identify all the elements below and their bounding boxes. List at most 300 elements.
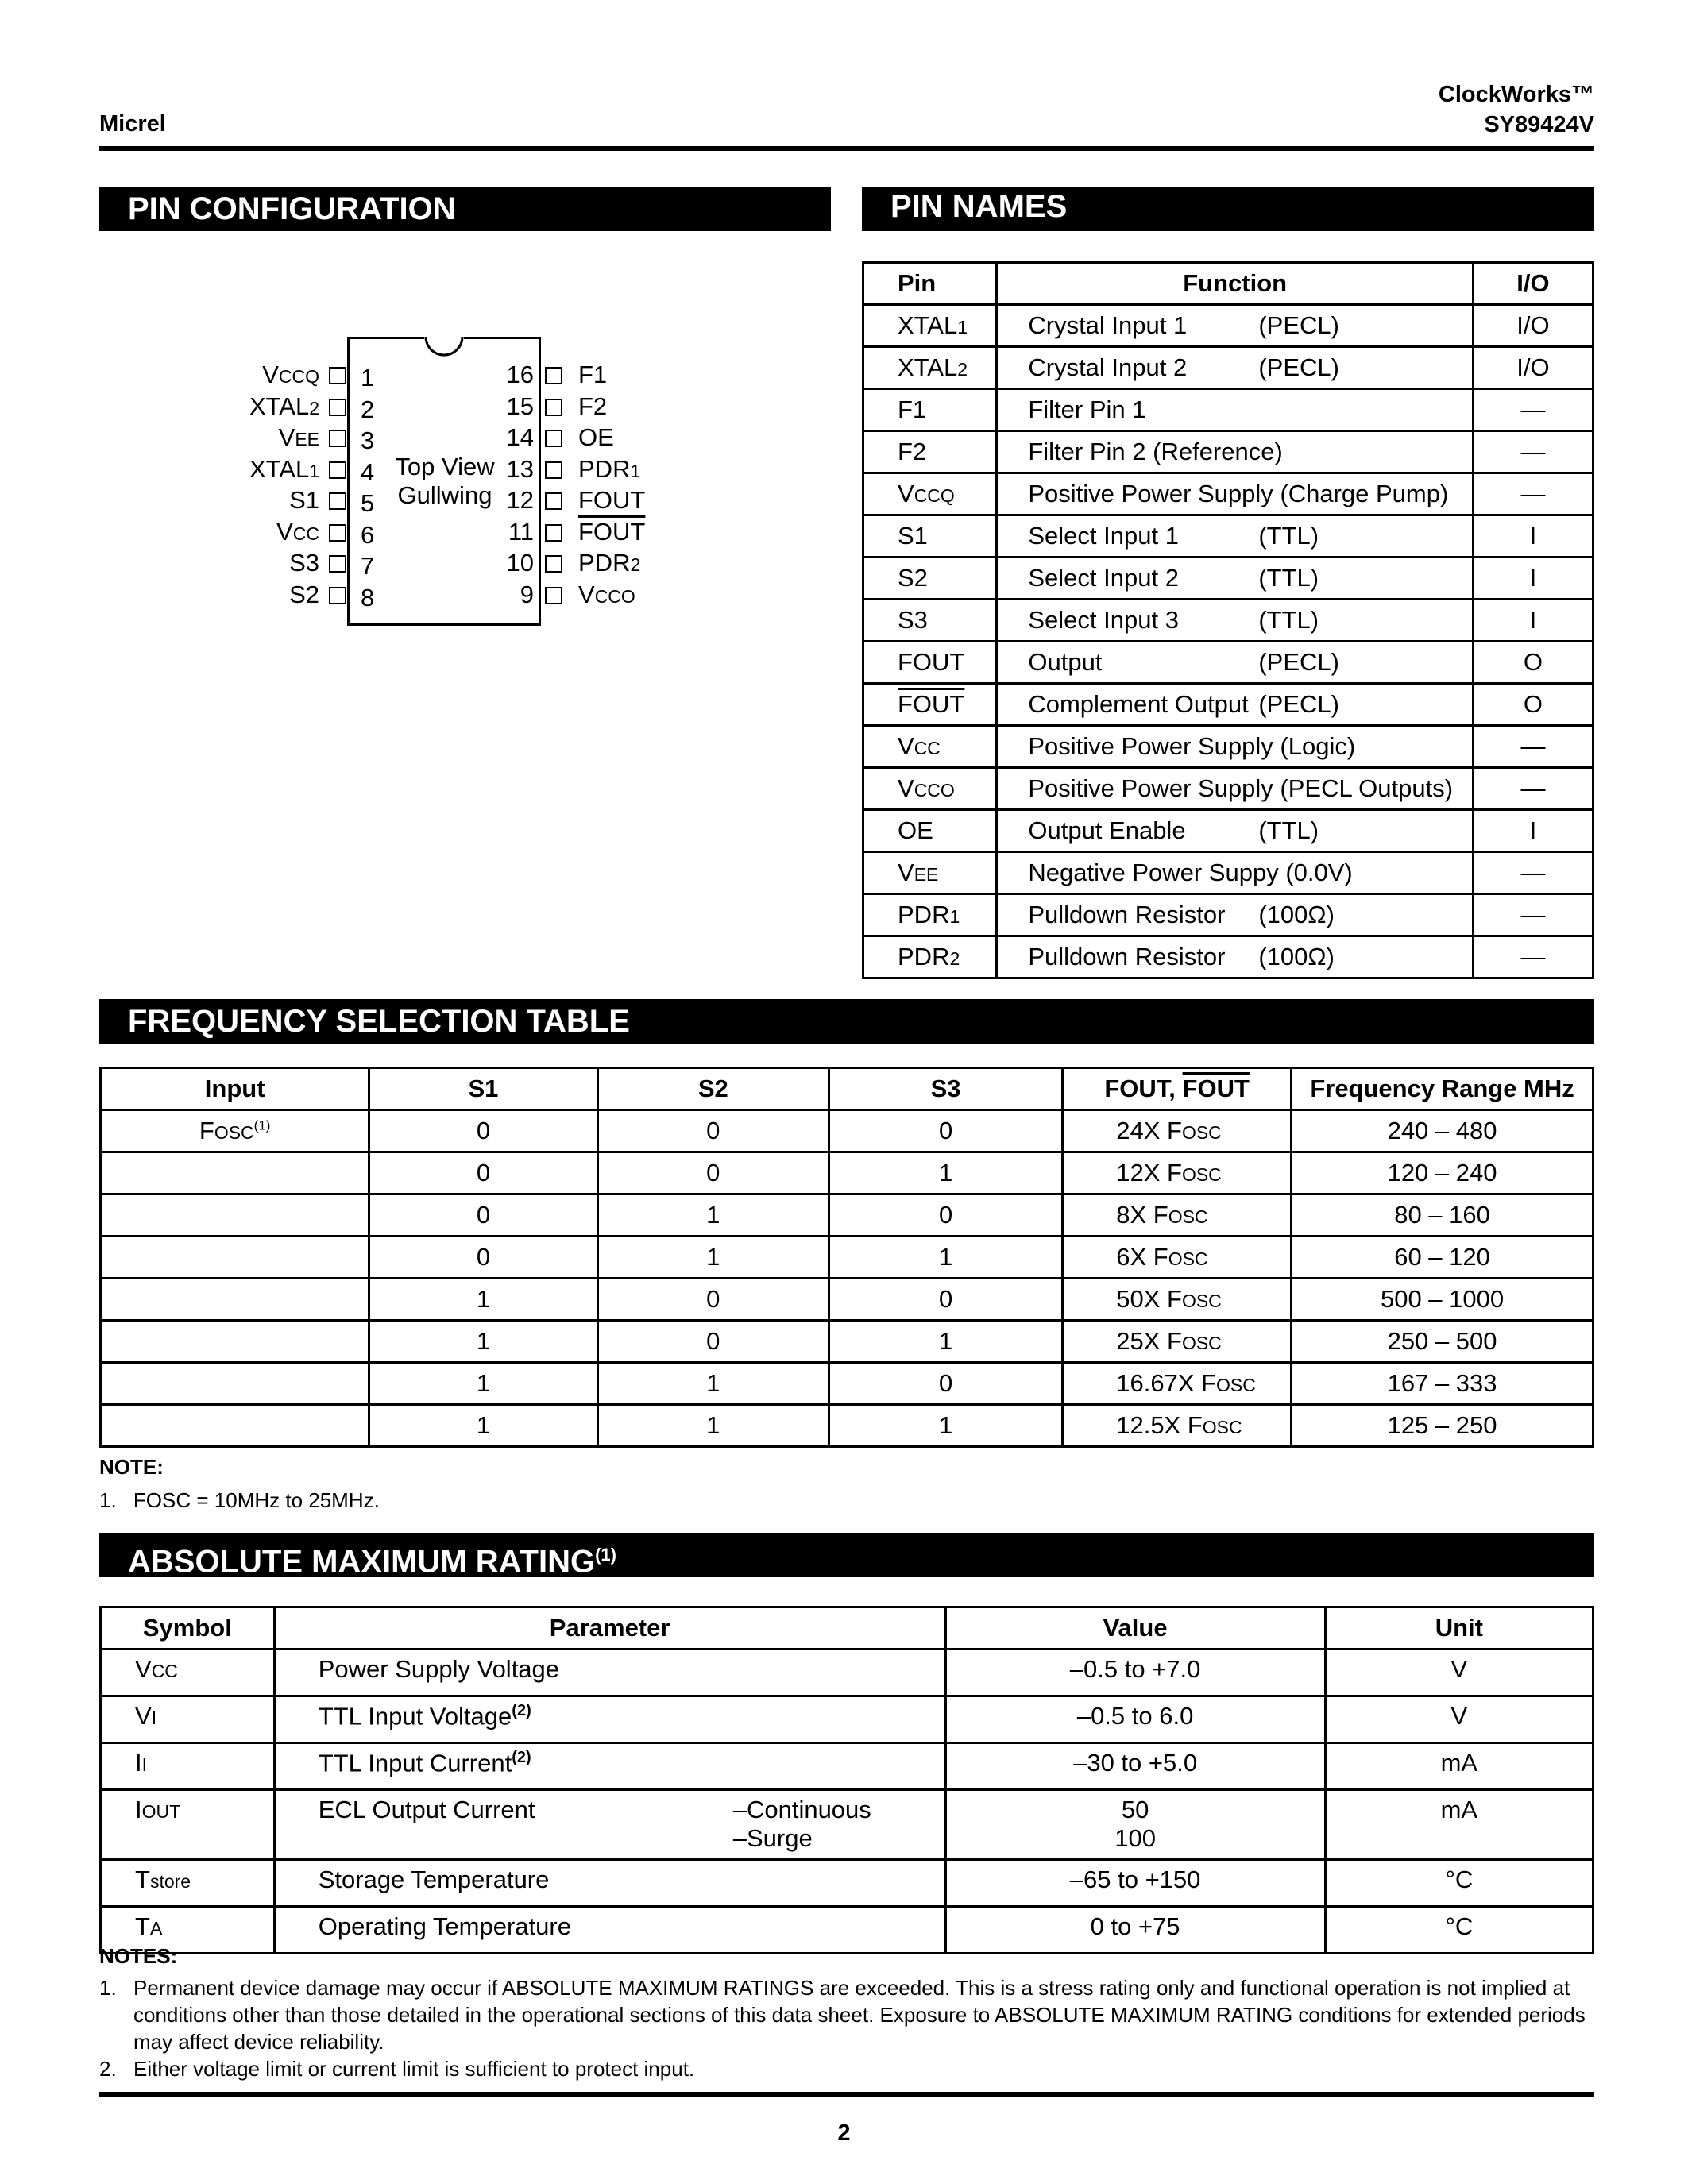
pin-number-right: 12 xyxy=(506,486,534,514)
function-text: Complement Output xyxy=(1028,690,1249,718)
pin-pad xyxy=(545,524,562,542)
pin-pad xyxy=(329,461,346,479)
parameter-cell xyxy=(274,1790,945,1860)
pin-name-right xyxy=(578,453,640,487)
pin-number-right: 9 xyxy=(520,580,534,608)
pin-name-left xyxy=(276,516,319,550)
function-text: Select Input 3 xyxy=(1028,606,1179,634)
function-text: Pulldown Resistor xyxy=(1028,901,1226,928)
pin-cell xyxy=(863,305,997,347)
parameter-cell xyxy=(274,1743,945,1790)
function-cell xyxy=(997,768,1474,810)
s1-cell: 0 xyxy=(369,1237,597,1279)
symbol-main: I xyxy=(135,1749,142,1777)
pin-pad xyxy=(545,367,562,384)
symbol-cell xyxy=(101,1790,275,1860)
io-cell: O xyxy=(1473,642,1593,684)
pin-table-row xyxy=(863,810,1593,852)
value-cell xyxy=(945,1907,1325,1954)
company-name: Micrel xyxy=(99,111,166,137)
io-cell: I xyxy=(1473,515,1593,558)
pin-table-row xyxy=(863,515,1593,558)
function-cell xyxy=(997,515,1474,558)
pin-cell-sub: CCO xyxy=(914,780,955,801)
pin-pad xyxy=(329,492,346,510)
symbol-cell xyxy=(101,1743,275,1790)
function-text: Select Input 2 xyxy=(1028,564,1179,592)
io-cell: I xyxy=(1473,558,1593,600)
s3-cell: 1 xyxy=(829,1152,1062,1194)
value-text: –0.5 to +7.0 xyxy=(1069,1655,1201,1683)
function-text: Crystal Input 2 xyxy=(1028,353,1188,381)
pin-name-sub: CC xyxy=(292,523,319,544)
pin-cell-main: V xyxy=(898,859,914,886)
unit-cell: V xyxy=(1325,1650,1593,1696)
io-col-header: I/O xyxy=(1473,263,1593,305)
parameter-text: Storage Temperature xyxy=(318,1866,550,1893)
pin-name-main: FOUT xyxy=(578,517,646,546)
absolute-max-sup: (1) xyxy=(595,1545,616,1565)
multiplier-cell xyxy=(1063,1363,1292,1405)
function-cell xyxy=(997,726,1474,768)
pin-name-left xyxy=(289,579,319,612)
input-cell xyxy=(101,1110,369,1152)
pin-cell xyxy=(863,515,997,558)
pin-name-left xyxy=(262,359,319,392)
s2-cell: 0 xyxy=(597,1110,829,1152)
value-text: –30 to +5.0 xyxy=(1073,1749,1198,1777)
io-cell: O xyxy=(1473,684,1593,726)
product-line: ClockWorks™ xyxy=(1438,82,1594,107)
pin-pad xyxy=(329,399,346,416)
pin-name-main: S2 xyxy=(289,580,319,608)
pin-cell xyxy=(863,684,997,726)
pin-name-main: S3 xyxy=(289,549,319,577)
pin-cell xyxy=(863,936,997,978)
s1-col-header: S1 xyxy=(369,1068,597,1110)
function-type: (100Ω) xyxy=(1258,943,1335,970)
pin-table-row xyxy=(863,768,1593,810)
pin-cell xyxy=(863,642,997,684)
s1-cell: 1 xyxy=(369,1363,597,1405)
input-cell xyxy=(101,1237,369,1279)
abs-note xyxy=(99,1974,1594,2055)
function-type: (TTL) xyxy=(1258,564,1319,592)
pin-number-left: 8 xyxy=(361,583,375,612)
s2-cell: 0 xyxy=(597,1152,829,1194)
pin-cell-sub: 2 xyxy=(949,948,960,969)
pin-cell xyxy=(863,810,997,852)
freq-note-text: FOSC = 10MHz to 25MHz. xyxy=(133,1488,380,1512)
s1-cell: 0 xyxy=(369,1194,597,1237)
absolute-max-table xyxy=(99,1606,1594,1954)
abs-note-text: Either voltage limit or current limit is sufficient to protect input. xyxy=(133,2057,695,2081)
pin-cell-main: S2 xyxy=(898,564,928,592)
io-cell: — xyxy=(1473,936,1593,978)
pin-name-main: OE xyxy=(578,423,614,451)
pin-table-row xyxy=(863,894,1593,936)
page-number: 2 xyxy=(837,2120,851,2146)
multiplier-cell xyxy=(1063,1110,1292,1152)
symbol-sub: store xyxy=(149,1871,191,1892)
value-cell xyxy=(945,1860,1325,1907)
abs-table-row xyxy=(101,1743,1593,1790)
pin-name-main: F1 xyxy=(578,361,608,388)
pin-name-right xyxy=(578,547,640,581)
s3-cell: 0 xyxy=(829,1363,1062,1405)
s3-cell: 1 xyxy=(829,1321,1062,1363)
s1-cell: 0 xyxy=(369,1152,597,1194)
multiplier-sub: OSC xyxy=(1181,1164,1222,1185)
pin-number-right: 15 xyxy=(506,392,534,420)
parameter-sublist xyxy=(733,1796,871,1853)
multiplier-sub: OSC xyxy=(1181,1291,1222,1311)
pin-table-row xyxy=(863,347,1593,389)
pin-names-table xyxy=(862,261,1594,979)
multiplier-text: 12.5X F xyxy=(1116,1411,1203,1439)
input-cell xyxy=(101,1321,369,1363)
function-text: Negative Power Suppy (0.0V) xyxy=(1028,859,1353,886)
part-number: SY89424V xyxy=(1484,112,1594,137)
s1-cell: 1 xyxy=(369,1279,597,1321)
function-text: Crystal Input 1 xyxy=(1028,311,1188,339)
pin-pad xyxy=(329,524,346,542)
function-text: Filter Pin 2 (Reference) xyxy=(1028,438,1283,465)
pin-cell-main: FOUT xyxy=(898,648,965,676)
pin-cell xyxy=(863,768,997,810)
freq-range-cell: 500 – 1000 xyxy=(1292,1279,1593,1321)
unit-cell: °C xyxy=(1325,1907,1593,1954)
pin-table-row xyxy=(863,389,1593,431)
pin-table-header-row xyxy=(863,263,1593,305)
unit-col-header: Unit xyxy=(1325,1607,1593,1650)
pin-cell-main: F1 xyxy=(898,396,927,423)
io-cell: I xyxy=(1473,810,1593,852)
function-type: (PECL) xyxy=(1258,648,1339,676)
pin-number-left: 4 xyxy=(361,457,375,486)
unit-cell: V xyxy=(1325,1696,1593,1743)
pin-pad xyxy=(545,430,562,447)
s2-cell: 1 xyxy=(597,1194,829,1237)
multiplier-cell xyxy=(1063,1194,1292,1237)
multiplier-text: 25X F xyxy=(1116,1327,1182,1355)
value-cell xyxy=(945,1696,1325,1743)
abs-table-row xyxy=(101,1907,1593,1954)
function-type: (100Ω) xyxy=(1258,901,1335,928)
value-col-header: Value xyxy=(945,1607,1325,1650)
pin-cell-main: OE xyxy=(898,816,933,844)
parameter-cell xyxy=(274,1696,945,1743)
io-cell: — xyxy=(1473,894,1593,936)
multiplier-sub: OSC xyxy=(1181,1122,1222,1143)
function-type: (PECL) xyxy=(1258,311,1339,339)
pin-table-row xyxy=(863,305,1593,347)
abs-note-num: 1. xyxy=(99,1976,117,2000)
multiplier-cell xyxy=(1063,1237,1292,1279)
pin-name-right xyxy=(578,516,645,550)
absolute-max-heading xyxy=(99,1533,1594,1580)
input-cell xyxy=(101,1405,369,1447)
input-cell xyxy=(101,1279,369,1321)
pin-cell-main: FOUT xyxy=(898,690,965,718)
pin-name-main: XTAL xyxy=(249,392,310,420)
fosc-sub: OSC xyxy=(214,1122,254,1143)
pin-name-sub: 2 xyxy=(309,397,319,419)
pin-number-left: 6 xyxy=(361,520,375,549)
function-cell xyxy=(997,558,1474,600)
pin-cell-main: F2 xyxy=(898,438,927,465)
pin-name-main: V xyxy=(278,423,295,451)
pin-pad xyxy=(545,461,562,479)
pin-name-sub: 1 xyxy=(630,460,641,481)
abs-note xyxy=(99,2055,1594,2082)
function-col-header: Function xyxy=(997,263,1474,305)
symbol-main: V xyxy=(135,1655,152,1683)
fout-col-header xyxy=(1063,1068,1292,1110)
parameter-text: TTL Input Voltage xyxy=(318,1702,512,1731)
frequency-selection-table xyxy=(99,1067,1594,1448)
function-text: Pulldown Resistor xyxy=(1028,943,1226,970)
value-cell xyxy=(945,1790,1325,1860)
input-col-header: Input xyxy=(101,1068,369,1110)
pin-table-row xyxy=(863,852,1593,894)
pin-cell-sub: 1 xyxy=(949,906,960,927)
freq-note-title: NOTE: xyxy=(99,1455,164,1479)
pin-name-main: PDR xyxy=(578,549,631,577)
symbol-col-header: Symbol xyxy=(101,1607,275,1650)
pin-number-right: 11 xyxy=(508,517,534,546)
fosc-note-ref: (1) xyxy=(253,1117,271,1133)
multiplier-sub: OSC xyxy=(1168,1248,1208,1269)
pin-pad xyxy=(545,492,562,510)
pin-name-main: V xyxy=(262,361,279,388)
header-right xyxy=(1439,79,1594,140)
symbol-cell xyxy=(101,1696,275,1743)
fout-bar-label: FOUT xyxy=(1182,1075,1250,1102)
pin-number-left: 2 xyxy=(361,395,375,423)
freq-note-1 xyxy=(99,1487,380,1515)
s1-cell: 1 xyxy=(369,1321,597,1363)
parameter-text: Power Supply Voltage xyxy=(318,1655,560,1683)
s2-cell: 0 xyxy=(597,1321,829,1363)
pin-pad xyxy=(545,587,562,604)
function-cell xyxy=(997,389,1474,431)
io-cell: — xyxy=(1473,389,1593,431)
chip-view-label xyxy=(389,453,500,510)
function-cell xyxy=(997,936,1474,978)
multiplier-sub: OSC xyxy=(1216,1375,1256,1395)
s2-cell: 1 xyxy=(597,1237,829,1279)
header-rule xyxy=(99,146,1594,151)
symbol-sub: OUT xyxy=(141,1801,181,1822)
function-text: Select Input 1 xyxy=(1028,522,1179,550)
multiplier-sub: OSC xyxy=(1181,1333,1222,1353)
value-text: –65 to +150 xyxy=(1069,1866,1201,1893)
pin-number-right: 13 xyxy=(506,454,534,483)
freq-table-row xyxy=(101,1110,1593,1152)
freq-note-num: 1. xyxy=(99,1488,117,1512)
function-type: (PECL) xyxy=(1258,353,1339,381)
parameter-text: ECL Output Current xyxy=(318,1796,535,1823)
pin-cell-sub: EE xyxy=(914,864,939,885)
input-cell xyxy=(101,1363,369,1405)
pin-cell-sub: 1 xyxy=(957,317,968,338)
function-cell xyxy=(997,810,1474,852)
pin-name-right xyxy=(578,579,635,612)
pin-name-left xyxy=(289,484,319,518)
abs-note-num: 2. xyxy=(99,2057,117,2081)
pin-cell-main: XTAL xyxy=(898,353,958,381)
abs-table-row xyxy=(101,1790,1593,1860)
parameter-col-header: Parameter xyxy=(274,1607,945,1650)
pin-cell xyxy=(863,558,997,600)
unit-cell: °C xyxy=(1325,1860,1593,1907)
freq-table-row xyxy=(101,1237,1593,1279)
freq-range-cell: 250 – 500 xyxy=(1292,1321,1593,1363)
multiplier-cell xyxy=(1063,1321,1292,1363)
fout-label: FOUT, xyxy=(1104,1075,1183,1102)
pin-pad xyxy=(329,587,346,604)
pin-name-right xyxy=(578,359,607,392)
function-cell xyxy=(997,894,1474,936)
pin-cell-sub: 2 xyxy=(957,359,968,380)
pin-number-right: 10 xyxy=(506,549,534,577)
freq-range-cell: 167 – 333 xyxy=(1292,1363,1593,1405)
pin-pad xyxy=(545,399,562,416)
function-cell xyxy=(997,305,1474,347)
multiplier-cell xyxy=(1063,1279,1292,1321)
pin-cell-sub: CC xyxy=(914,738,941,758)
multiplier-text: 12X F xyxy=(1116,1159,1182,1187)
pin-table-row xyxy=(863,936,1593,978)
parameter-note-ref: (2) xyxy=(512,1749,531,1766)
value-text-2: 100 xyxy=(1114,1824,1156,1852)
pin-number-right: 16 xyxy=(506,361,534,388)
pin-name-sub: 1 xyxy=(309,460,319,481)
freq-range-cell: 60 – 120 xyxy=(1292,1237,1593,1279)
pin-col-header: Pin xyxy=(863,263,997,305)
function-text: Positive Power Supply (Logic) xyxy=(1028,732,1356,760)
pin-cell-main: S1 xyxy=(898,522,928,550)
frequency-selection-heading: FREQUENCY SELECTION TABLE xyxy=(99,999,1594,1044)
multiplier-sub: OSC xyxy=(1168,1206,1208,1227)
function-cell xyxy=(997,852,1474,894)
freq-table-row xyxy=(101,1279,1593,1321)
abs-table-row xyxy=(101,1696,1593,1743)
pin-cell-main: PDR xyxy=(898,901,950,928)
freq-range-cell: 125 – 250 xyxy=(1292,1405,1593,1447)
parameter-multi xyxy=(318,1796,944,1852)
pin-cell xyxy=(863,347,997,389)
fosc-label: F xyxy=(199,1117,214,1144)
s3-cell: 0 xyxy=(829,1279,1062,1321)
s3-cell: 1 xyxy=(829,1237,1062,1279)
multiplier-cell xyxy=(1063,1152,1292,1194)
pin-cell xyxy=(863,894,997,936)
s2-cell: 1 xyxy=(597,1405,829,1447)
freq-range-cell: 120 – 240 xyxy=(1292,1152,1593,1194)
s3-cell: 0 xyxy=(829,1110,1062,1152)
pin-name-sub: CCO xyxy=(594,585,635,607)
function-text: Output xyxy=(1028,648,1103,676)
symbol-cell xyxy=(101,1860,275,1907)
freq-table-row xyxy=(101,1363,1593,1405)
pin-table-row xyxy=(863,684,1593,726)
pin-table-row xyxy=(863,558,1593,600)
s3-cell: 0 xyxy=(829,1194,1062,1237)
abs-notes-list xyxy=(99,1974,1594,2082)
pin-number-left: 1 xyxy=(361,364,375,392)
unit-cell: mA xyxy=(1325,1743,1593,1790)
freq-range-col-header: Frequency Range MHz xyxy=(1292,1068,1593,1110)
abs-table-row xyxy=(101,1650,1593,1696)
pin-pad xyxy=(329,555,346,573)
value-text: 50 xyxy=(1121,1796,1149,1823)
multiplier-text: 16.67X F xyxy=(1116,1369,1217,1397)
input-cell xyxy=(101,1194,369,1237)
function-type: (TTL) xyxy=(1258,816,1319,844)
input-cell xyxy=(101,1152,369,1194)
symbol-sub: I xyxy=(141,1754,148,1775)
freq-table-header-row xyxy=(101,1068,1593,1110)
parameter-text: Operating Temperature xyxy=(318,1912,571,1940)
pin-number-right: 14 xyxy=(506,423,534,451)
s1-cell: 1 xyxy=(369,1405,597,1447)
pin-cell-main: PDR xyxy=(898,943,950,970)
pin-cell xyxy=(863,389,997,431)
pin-number-left: 3 xyxy=(361,426,375,454)
io-cell: I xyxy=(1473,600,1593,642)
abs-note-text: Permanent device damage may occur if ABSOLUTE MAXIMUM RATINGS are exceeded. This is a stress rating only and functional operation is not implied at conditions other than those detailed in the operational sections of this data sheet. Exposure to ABSOLUTE MAXIMUM RATING conditions for extended periods may affect device reliability. xyxy=(133,1976,1586,2054)
pin-name-main: XTAL xyxy=(249,454,310,483)
parameter-surge: –Surge xyxy=(732,1824,813,1852)
function-type: (PECL) xyxy=(1258,690,1339,718)
pin-number-left: 7 xyxy=(361,552,375,580)
multiplier-text: 8X F xyxy=(1116,1201,1168,1229)
symbol-sub: I xyxy=(151,1707,157,1728)
function-text: Positive Power Supply (PECL Outputs) xyxy=(1028,774,1454,802)
parameter-continuous: –Continuous xyxy=(732,1796,871,1823)
symbol-main: T xyxy=(135,1912,150,1940)
pin-cell-main: V xyxy=(898,732,914,760)
value-cell xyxy=(945,1743,1325,1790)
pin-pad xyxy=(545,555,562,573)
io-cell: — xyxy=(1473,852,1593,894)
pin-cell-main: XTAL xyxy=(898,311,958,339)
io-cell: I/O xyxy=(1473,347,1593,389)
pin-names-heading: PIN NAMES xyxy=(862,187,1594,231)
view-line2: Gullwing xyxy=(397,481,492,509)
parameter-cell xyxy=(274,1860,945,1907)
s2-cell: 1 xyxy=(597,1363,829,1405)
freq-table-row xyxy=(101,1152,1593,1194)
function-text: Positive Power Supply (Charge Pump) xyxy=(1028,480,1449,507)
abs-notes-title: NOTES: xyxy=(99,1944,178,1968)
pin-table-row xyxy=(863,431,1593,473)
parameter-text: TTL Input Current xyxy=(318,1749,512,1777)
function-type: (TTL) xyxy=(1258,522,1319,550)
symbol-main: T xyxy=(135,1866,150,1893)
freq-table-row xyxy=(101,1321,1593,1363)
s3-cell: 1 xyxy=(829,1405,1062,1447)
pin-cell xyxy=(863,473,997,515)
s1-cell: 0 xyxy=(369,1110,597,1152)
multiplier-text: 50X F xyxy=(1116,1285,1182,1313)
s3-col-header: S3 xyxy=(829,1068,1062,1110)
pin-name-main: FOUT xyxy=(578,486,646,514)
pin-cell-main: S3 xyxy=(898,606,928,634)
multiplier-sub: OSC xyxy=(1202,1417,1242,1437)
